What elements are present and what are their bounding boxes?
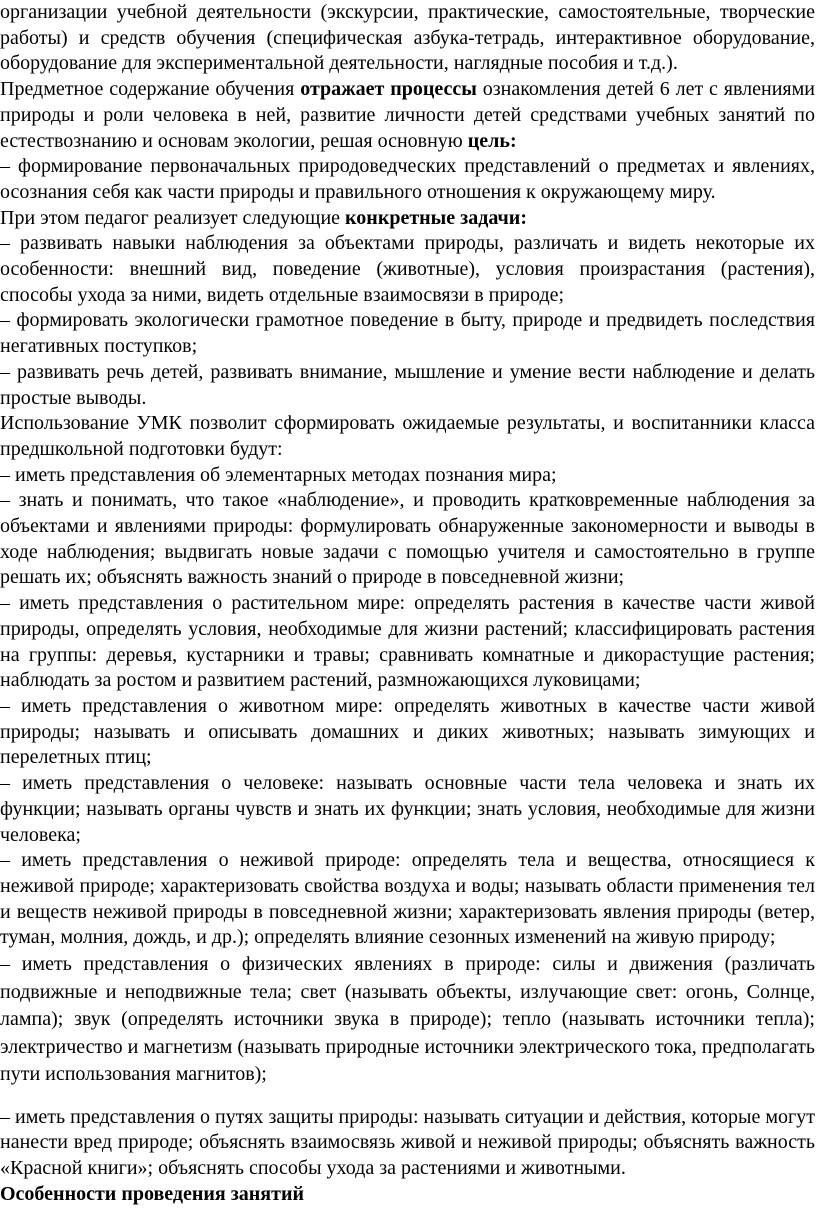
text-run: ознакомления детей 6 лет с явлениями природы и роли человека в ней, развитие личности детей средствами учебных занятий по естествознанию и основам экологии, решая основную	[0, 78, 815, 152]
list-item: – развивать речь детей, развивать внимание, мышление и умение вести наблюдение и делать простые выводы.	[0, 360, 815, 409]
list-item: – развивать навыки наблюдения за объектами природы, различать и видеть некоторые их особенности: внешний вид, поведение (животные), условия произрастания (растения), способы ухода за ними, видеть отдельные взаимосвязи в природе;	[0, 232, 815, 306]
bold-text: отражает процессы	[300, 78, 477, 101]
paragraph-subject-content	[0, 77, 815, 154]
paragraph-results-intro: Использование УМК позволит сформировать ожидаемые результаты, и воспитанники класса предшкольной подготовки будут:	[0, 412, 815, 460]
list-item: – иметь представления о физических явлениях в природе: силы и движения (различать подвижные и неподвижные тела; свет (называть объекты, излучающие свет: огонь, Солнце, лампа); звук (определять источники звука в природе); тепло (называть источники тепла); электричество и магнетизм (называть природные источники электрического тока, предполагать пути использования магнитов);	[0, 953, 815, 1086]
list-item: – знать и понимать, что такое «наблюдение», и проводить кратковременные наблюдения за объектами и явлениями природы: формулировать обнаруженные закономерности и выводы в ходе наблюдения; выдвигать новые задачи с помощью учителя и самостоятельно в группе решать их; объяснять важность знаний о природе в повседневной жизни;	[0, 489, 815, 589]
text-run: При этом педагог реализует следующие	[0, 206, 346, 229]
list-item: – иметь представления о человеке: называть основные части тела человека и знать их функции; называть органы чувств и знать их функции; знать условия, необходимые для жизни человека;	[0, 772, 815, 846]
bold-text: цель:	[467, 129, 517, 152]
paragraph-tasks-intro	[0, 206, 815, 232]
list-item: – иметь представления о животном мире: определять животных в качестве части живой природы; называть и описывать домашних и диких животных; называть зимующих и перелетных птиц;	[0, 694, 815, 769]
text-run: Предметное содержание обучения	[0, 78, 301, 101]
section-heading	[0, 1182, 815, 1208]
list-item: – иметь представления о растительном мире: определять растения в качестве части живой природы, определять условия, необходимые для жизни растений; классифицировать растения на группы: деревья, кустарники и травы; сравнивать комнатные и дикорастущие растения; наблюдать за ростом и развитием растений, размножающихся луковицами;	[0, 592, 815, 692]
list-item: – иметь представления о путях защиты природы: называть ситуации и действия, которые могут нанести вред природе; объяснять взаимосвязь живой и неживой природы; объяснять важность «Красной книги»; объяснять способы ухода за растениями и животными.	[0, 1105, 815, 1179]
paragraph-goal: – формирование первоначальных природоведческих представлений о предметах и явлениях, осознания себя как части природы и правильного отношения к окружающему миру.	[0, 155, 815, 203]
bold-text: Особенности проведения занятий	[0, 1182, 304, 1205]
list-item: – иметь представления об элементарных методах познания мира;	[0, 463, 557, 486]
paragraph-organization: организации учебной деятельности (экскурсии, практические, самостоятельные, творческие работы) и средств обучения (специфическая азбука-тетрадь, интерактивное оборудование, оборудование для экспериментальной деятельности, наглядные пособия и т.д.).	[0, 1, 815, 75]
list-item: – формировать экологически грамотное поведение в быту, природе и предвидеть последствия негативных поступков;	[0, 309, 815, 358]
bold-text: конкретные задачи:	[345, 206, 527, 229]
list-item: – иметь представления о неживой природе: определять тела и вещества, относящиеся к неживой природе; характеризовать свойства воздуха и воды; называть области применения тел и веществ неживой природы в повседневной жизни; характеризовать явления природы (ветер, туман, молния, дождь, и др.); определять влияние сезонных изменений на живую природу;	[0, 849, 815, 949]
